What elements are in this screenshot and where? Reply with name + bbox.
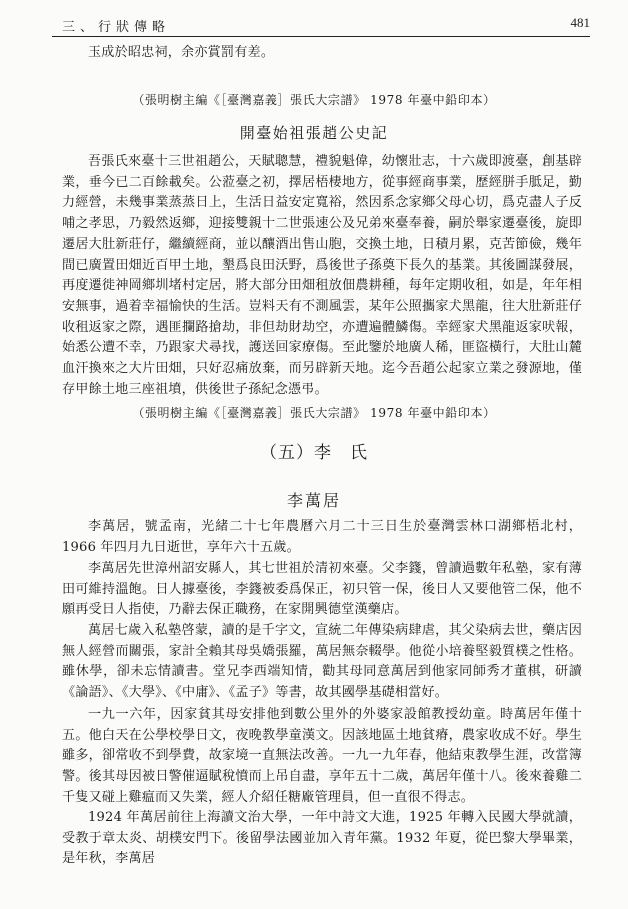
page-number: 481 [570,15,590,30]
article-1-title: 開臺始祖張趙公史記 [239,124,389,142]
opening-line: 玉成於昭忠祠，余亦賞罰有差。 [88,45,275,60]
citation-1: （張明樹主編《［臺灣嘉義］張氏大宗譜》 1978 年臺中鉛印本） [132,93,496,107]
article-2-paragraph-1: 李萬居，號孟南，光緒二十七年農曆六月二十三日生於臺灣雲林口湖鄉梧北村，1966 年四月九日逝世，享年六十五歲。 [62,519,582,555]
article-2-paragraph-2: 李萬居先世漳州詔安縣人，其七世祖於清初來臺。父李籛，曾讀過數年私塾，家有薄田可維持溫飽。日人據臺後，李籛被委爲保正，初只管一保，後日人又要他管二保，他不願再受日人指使，乃辭去保正職務，在家開興德堂漢藥店。 [62,561,582,618]
citation-2: （張明樹主編《［臺灣嘉義］張氏大宗譜》 1978 年臺中鉛印本） [132,406,496,420]
article-2-paragraph-3: 萬居七歲入私塾啓蒙，讀的是千字文，宣統二年傳染病肆虐，其父染病去世，藥店因無人經營而關張，家計全賴其母吳嬌張羅，萬居無奈輟學。他從小培養堅毅質樸之性格。雖休學，卻未忘情讀書。堂兄李西端知情，勸其母同意萬居到他家同師秀才董棋，研讀《論語》、《大學》、《中庸》、《孟子》等書，故其國學基礎相當好。 [62,623,582,701]
article-1-paragraph: 吾張氏來臺十三世祖趙公，天賦聰慧，禮貌魁偉，幼懷壯志，十六歲即渡臺，創基辟業，垂今已二百餘載矣。公蒞臺之初，擇居梧棲地方，從事經商事業，歷經胼手胝足，勤力經營，未幾事業蒸蒸日上，生活日益安定寬裕，然因系念家鄉父母心切，爲克盡人子反哺之孝思，乃毅然返鄉，迎接雙親十二世張速公及兄弟來臺奉養，嗣於舉家遷臺後，旋即遷居大肚新莊仔，繼續經商，並以釀酒出售山胞，交換土地，日積月累，克苦節儉，幾年間已廣置田畑近百甲土地，墾爲良田沃野，爲後世子孫奠下長久的基業。其後圖謀發展，再度遷徙神岡鄉圳堵村定居，將大部分田畑租放佃農耕種，每年定期收租，如是，年年相安無事，過着幸福愉快的生活。豈料天有不測風雲，某年公照攜家犬黑龍，往大肚新莊仔收租返家之際，遇匪攔路搶劫，非但劫財劫空，亦遭遍體鱗傷。幸經家犬黑龍返家吠報，始悉公遭不幸，乃跟家犬尋找，護送回家療傷。至此鑒於地廣人稀，匪盜橫行，大肚山麓血汗換來之大片田畑，只好忍痛放棄，而另辟新天地。迄今吾趙公起家立業之發源地，僅存甲餘土地三座祖墳，供後世子孫紀念憑弔。 [62,154,582,397]
article-2-paragraph-5: 1924 年萬居前往上海讀文治大學，一年中詩文大進，1925 年轉入民國大學就讀，受教于章太炎、胡樸安門下。後留學法國並加入青年黨。1932 年夏，從巴黎大學畢業，是年秋，李萬居 [62,810,582,867]
chapter-title: 三、行狀傳略 [62,20,171,35]
article-2-paragraph-4: 一九一六年，因家貧其母安排他到數公里外的外婆家設館教授幼童。時萬居年僅十五。他白天在公學校學日文，夜晚教學童漢文。因該地區土地貧瘠，農家收成不好。學生雖多，卻常收不到學費，故家境一直無法改善。一九一九年春，他結束教學生涯，改當簿警。後其母因被日警催逼賦稅憤而上吊自盡，享年五十二歲，萬居年僅十八。後來養雞二千隻又碰上雞瘟而又失業，經人介紹任糖廠管理員，但一直很不得志。 [62,707,582,805]
section-heading: （五）李 氏 [260,443,368,463]
article-2-title: 李萬居 [286,491,341,510]
running-header [52,14,590,37]
